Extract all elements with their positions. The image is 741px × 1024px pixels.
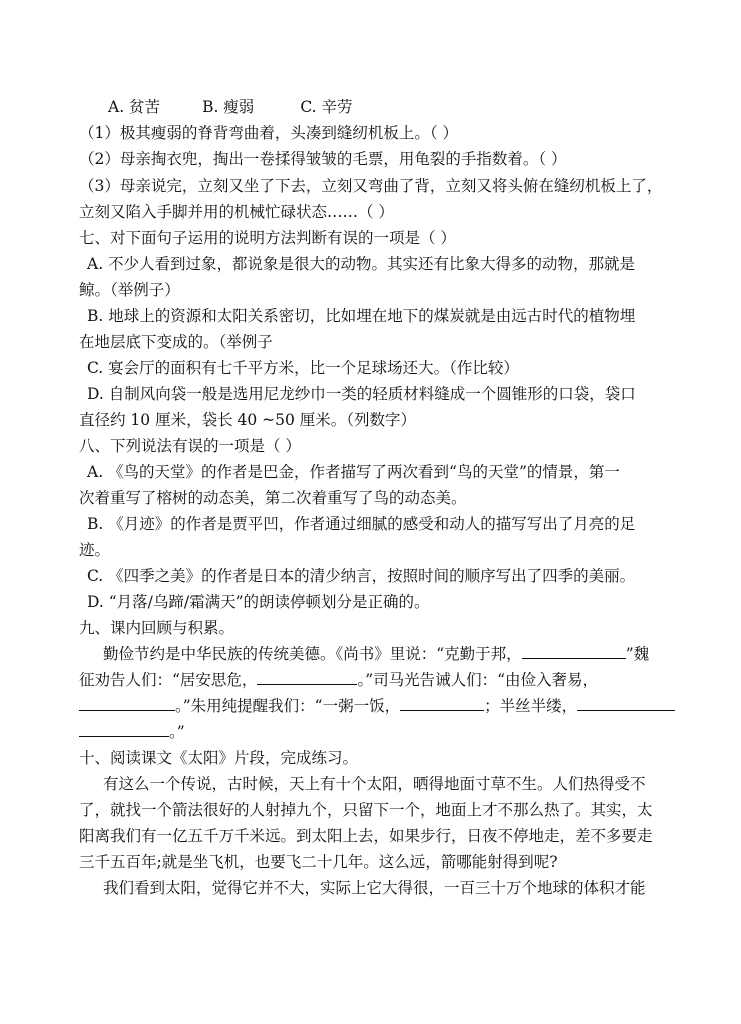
answer-blank-4[interactable] (400, 696, 484, 711)
passage-line-1: 有这么一个传说，古时候，天上有十个太阳，晒得地面寸草不生。人们热得受不 (103, 775, 646, 793)
q9-title: 九、课内回顾与积累。 (79, 619, 235, 637)
q8-title: 八、下列说法有误的一项是（ ） (79, 437, 301, 455)
q7-option-b-cont: 在地层底下变成的。（举例子 (79, 333, 273, 351)
q8-option-c: C. 《四季之美》的作者是日本的清少纳言，按照时间的顺序写出了四季的美丽。 (87, 567, 636, 585)
passage-line-2: 了，就找一个箭法很好的人射掉九个，只留下一个，地面上才不那么热了。其实，太 (79, 801, 653, 819)
q6-item-2: （2）母亲掏衣兜，掏出一卷揉得皱皱的毛票，用龟裂的手指数着。（ ） (79, 150, 567, 168)
q7-option-d: D. 自制风向袋一般是选用尼龙纱巾一类的轻质材料缝成一个圆锥形的口袋，袋口 (87, 385, 636, 403)
q8-option-a: A. 《鸟的天堂》的作者是巴金，作者描写了两次看到“鸟的天堂”的情景，第一 (87, 463, 620, 481)
passage-line-4: 三千五百年;就是坐飞机，也要飞二十几年。这么远，箭哪能射得到呢? (79, 853, 558, 871)
q8-option-d: D. “月落/乌蹄/霜满天”的朗读停顿划分是正确的。 (87, 593, 430, 611)
option-a: A. 贫苦 (108, 98, 161, 116)
q8-option-a-cont: 次着重写了榕树的动态美，第二次着重写了鸟的动态美。 (79, 489, 467, 507)
q8-option-b: B. 《月迹》的作者是贾平凹，作者通过细腻的感受和动人的描写写出了月亮的足 (87, 515, 636, 533)
answer-blank-3[interactable] (79, 696, 175, 711)
q8-option-b-cont: 迹。 (79, 541, 111, 559)
answer-blank-6[interactable] (79, 722, 169, 737)
passage-line-3: 阳离我们有一亿五千万千米远。到太阳上去，如果步行，日夜不停地走，差不多要走 (79, 827, 653, 845)
q6-item-3-cont: 立刻又陷入手脚并用的机械忙碌状态……（ ） (79, 203, 394, 221)
q9-para-line-2: 征劝告人们：“居安思危， 。”司马光告诫人们：“由俭入奢易， (79, 671, 599, 689)
passage-line-5: 我们看到太阳，觉得它并不大，实际上它大得很，一百三十万个地球的体积才能 (103, 879, 646, 897)
options-line (108, 97, 352, 117)
q9-para-line-4: 。” (79, 722, 185, 742)
answer-blank-5[interactable] (577, 696, 675, 711)
q10-title: 十、阅读课文《太阳》片段，完成练习。 (79, 749, 359, 767)
q7-title: 七、对下面句子运用的说明方法判断有误的一项是（ ） (79, 229, 456, 247)
q6-item-1: （1）极其瘦弱的脊背弯曲着，头凑到缝纫机板上。（ ） (79, 124, 459, 142)
q7-option-a: A. 不少人看到过象，都说象是很大的动物。其实还有比象大得多的动物，那就是 (87, 255, 636, 273)
option-b: B. 瘦弱 (202, 98, 255, 116)
q7-option-c: C. 宴会厅的面积有七千平方米，比一个足球场还大。（作比较） (87, 359, 519, 377)
q7-option-a-cont: 鲸。（举例子） (79, 281, 180, 299)
q7-option-d-cont: 直径约 10 厘米，袋长 40 ~50 厘米。（列数字） (79, 411, 417, 429)
q7-option-b: B. 地球上的资源和太阳关系密切，比如埋在地下的煤炭就是由远古时代的植物埋 (87, 307, 636, 325)
q9-para-line-3: 。”朱用纯提醒我们：“一粥一饭， ；半丝半缕， (79, 696, 675, 716)
q9-para-line-1: 勤俭节约是中华民族的传统美德。《尚书》里说：“克勤于邦， ”魏 (103, 645, 650, 663)
q6-item-3: （3）母亲说完，立刻又坐了下去，立刻又弯曲了背，立刻又将头俯在缝纫机板上了， (79, 177, 663, 195)
option-c: C. 辛劳 (300, 98, 353, 116)
answer-blank-2[interactable] (257, 670, 357, 685)
answer-blank-1[interactable] (522, 644, 626, 659)
